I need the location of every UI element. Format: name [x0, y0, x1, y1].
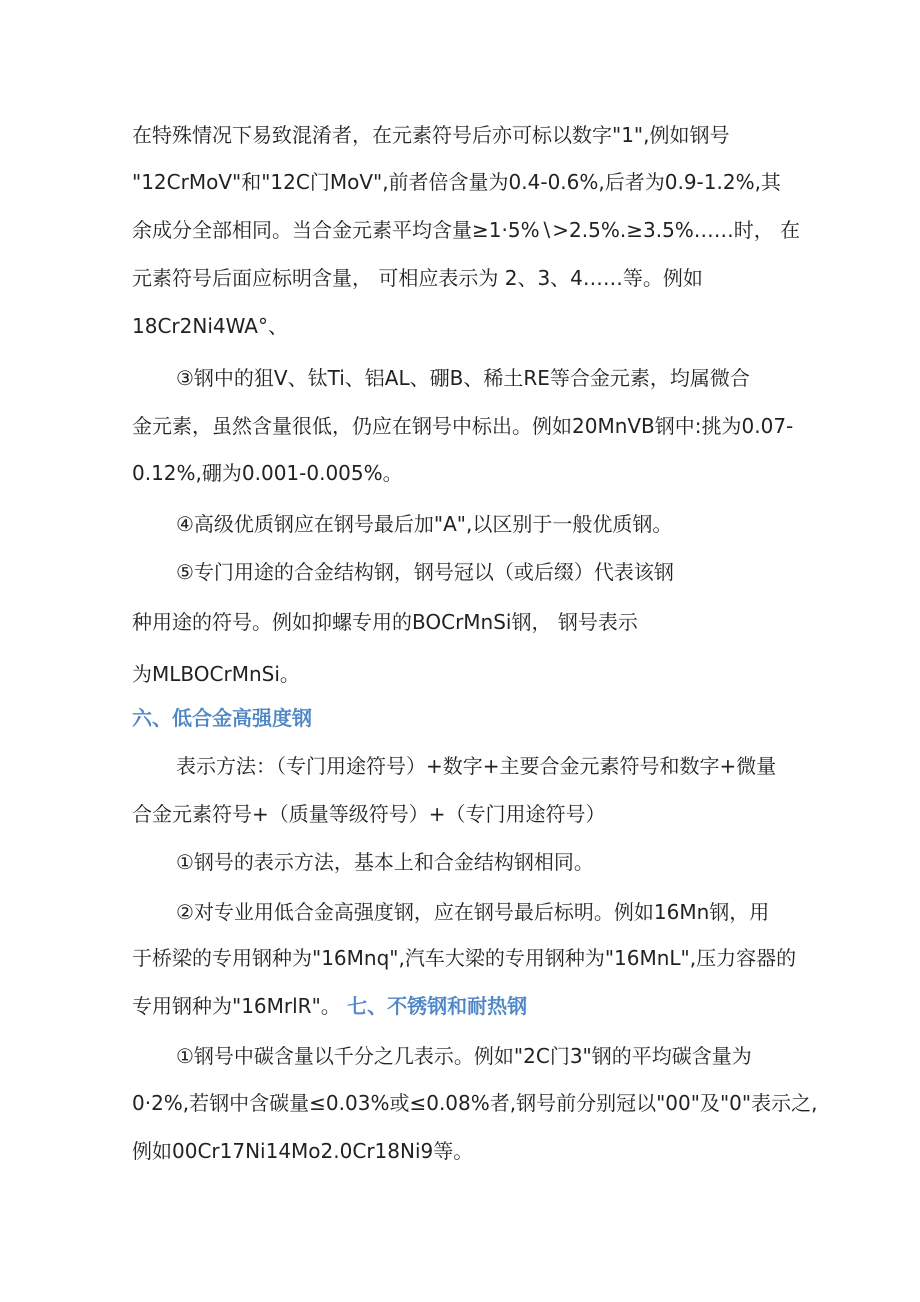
paragraph-line: ③钢中的狙V、钛Ti、铝AL、硼B、稀土RE等合金元素，均属微合	[176, 366, 750, 390]
paragraph-line: 元素符号后面应标明含量， 可相应表示为 2、3、4……等。例如	[132, 266, 703, 290]
paragraph-line: 金元素，虽然含量很低，仍应在钢号中标出。例如20MnVB钢中:挑为0.07-	[132, 414, 794, 438]
paragraph-line: ⑤专门用途的合金结构钢，钢号冠以（或后缀）代表该钢	[176, 560, 674, 584]
paragraph-line: 0·2%,若钢中含碳量≤0.03%或≤0.08%者,钢号前分别冠以"00"及"0"表示之,	[132, 1091, 818, 1115]
paragraph-line: ①钢号中碳含量以千分之几表示。例如"2C门3"钢的平均碳含量为	[176, 1044, 752, 1068]
paragraph-line: 表示方法：（专门用途符号）+数字+主要合金元素符号和数字+微量	[176, 754, 777, 778]
paragraph-line: 在特殊情况下易致混淆者，在元素符号后亦可标以数字"1",例如钢号	[132, 123, 730, 147]
paragraph-line: 种用途的符号。例如抑螺专用的BOCrMnSi钢， 钢号表示	[132, 610, 638, 634]
paragraph-line: ①钢号的表示方法，基本上和合金结构钢相同。	[176, 850, 594, 874]
paragraph-line: 合金元素符号+（质量等级符号）+（专门用途符号）	[132, 802, 606, 826]
paragraph-line: 为MLBOCrMnSi。	[132, 662, 300, 686]
paragraph-line: 0.12%,硼为0.001-0.005%。	[132, 461, 403, 485]
paragraph-line: ④高级优质钢应在钢号最后加"A",以区别于一般优质钢。	[176, 512, 673, 536]
paragraph-line: "12CrMoV"和"12C门MoV",前者倍含量为0.4-0.6%,后者为0.9-1.2%,其	[132, 170, 781, 194]
paragraph-line: 18Cr2Ni4WA°、	[132, 314, 288, 338]
paragraph-line: ②对专业用低合金高强度钢，应在钢号最后标明。例如16Mn钢，用	[176, 900, 770, 924]
paragraph-line: 余成分全部相同。当合金元素平均含量≥1·5%∖>2.5%.≥3.5%……时， 在	[132, 218, 801, 242]
paragraph-line: 例如00Cr17Ni14Mo2.0Cr18Ni9等。	[132, 1139, 474, 1163]
section-heading: 七、不锈钢和耐热钢	[347, 994, 528, 1018]
section-heading: 六、低合金高强度钢	[132, 706, 312, 730]
paragraph-text: 专用钢种为"16MrlR"。	[132, 994, 341, 1018]
paragraph-line-with-heading	[132, 992, 527, 1020]
paragraph-line: 于桥梁的专用钢种为"16Mnq",汽车大梁的专用钢种为"16MnL",压力容器的	[132, 946, 797, 970]
